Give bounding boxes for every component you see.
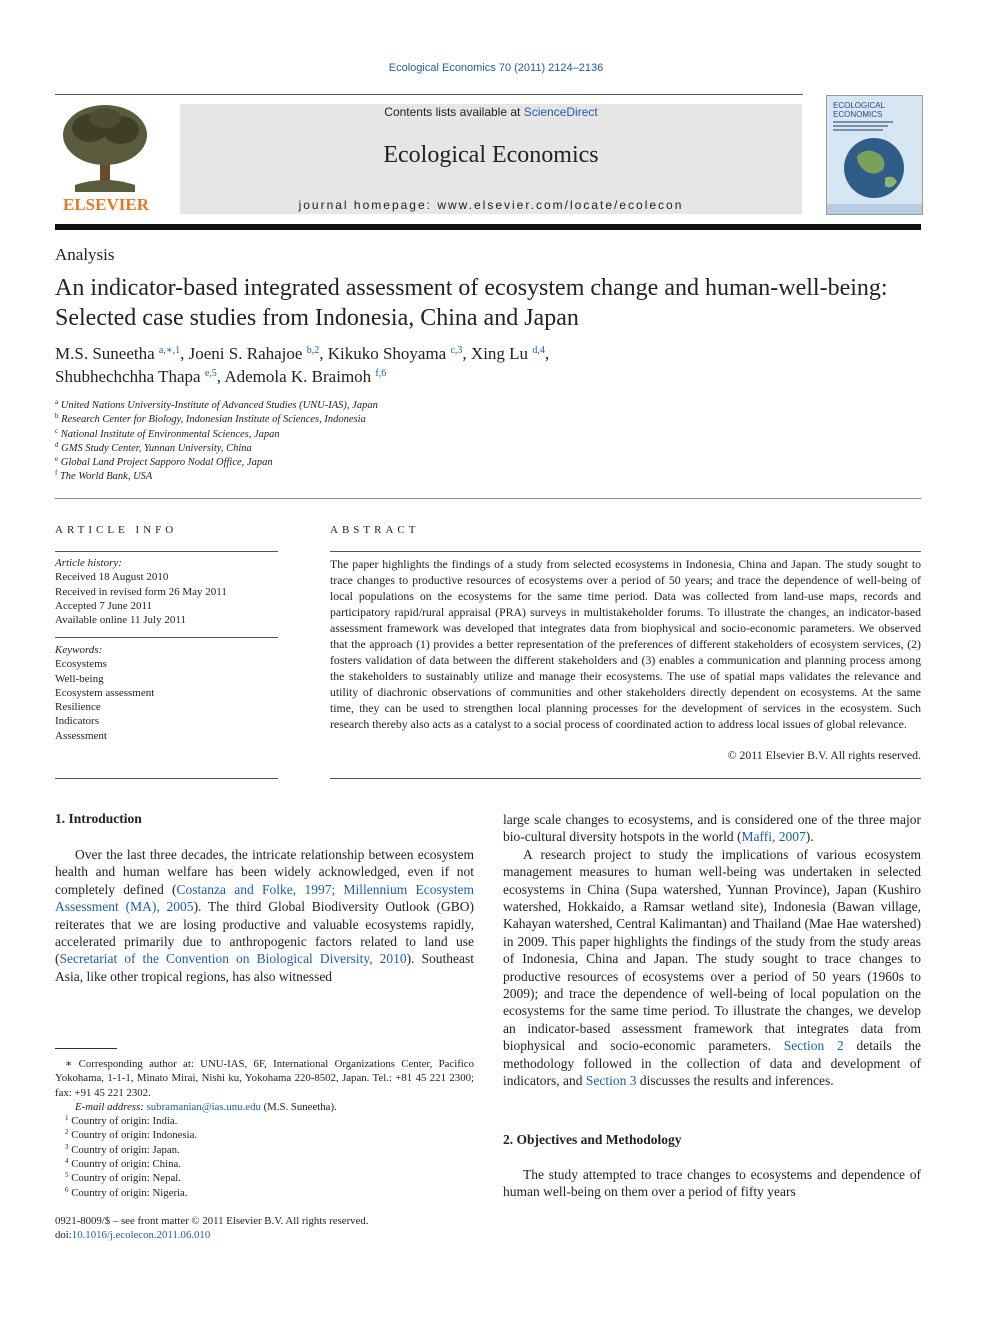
footnote xyxy=(55,1128,474,1142)
affiliation-list xyxy=(55,399,378,485)
footnote-text: Country of origin: China. xyxy=(71,1158,181,1171)
doi-link[interactable]: 10.1016/j.ecolecon.2011.06.010 xyxy=(71,1229,211,1242)
affiliation-key: f xyxy=(55,469,58,478)
affiliation-text: United Nations University-Institute of Advanced Studies (UNU-IAS), Japan xyxy=(60,400,378,411)
header-thick-rule xyxy=(55,224,921,230)
footnote-number: 4 xyxy=(65,1157,69,1166)
journal-name: Ecological Economics xyxy=(383,142,599,168)
keyword: Ecosystems xyxy=(55,658,107,671)
author-name: M.S. Suneetha xyxy=(55,344,155,363)
author-name: Kikuko Shoyama xyxy=(327,344,447,363)
footnote-number: 3 xyxy=(65,1142,69,1151)
footnote xyxy=(55,1114,474,1128)
intro-paragraph xyxy=(55,846,474,985)
email-label: E-mail address: xyxy=(75,1100,147,1113)
author[interactable] xyxy=(55,367,224,386)
affiliation-key: c xyxy=(55,426,59,435)
author-list xyxy=(55,342,915,388)
text-run: ). xyxy=(805,829,814,845)
author-affil-marker[interactable]: a,∗,1 xyxy=(158,345,181,356)
history-item: Available online 11 July 2011 xyxy=(55,614,186,627)
divider xyxy=(55,778,278,779)
intro-paragraph xyxy=(503,846,921,1090)
keyword: Well-being xyxy=(55,672,104,685)
author-separator: , xyxy=(319,344,328,363)
affiliation-key: d xyxy=(55,440,59,449)
introduction-heading: 1. Introduction xyxy=(55,811,142,826)
doi-line xyxy=(55,1228,368,1242)
article-history xyxy=(55,556,227,627)
divider xyxy=(55,498,921,499)
abstract-text: The paper highlights the findings of a study from selected ecosystems in Indonesia, China and Japan. The study sought to trace changes to productive resources of ecosystems over a period of 50 years; and trace the dependence of well-being of local populations on the ecosystems for the same time period. Data was collected from land-use maps, records and participatory rapid/rural appraisal (PRA) surveys in multistakeholder forums. To illustrate the changes, an indicator-based assessment framework was developed that integrates data from biophysical and socio-economic parameters. We observed that the approach (1) provides a better representation of the preferences of different stakeholders of ecosystem services, (2) fosters validation of data between the different stakeholders and (3) enables a communication and planning process among the stakeholders to sustainably utilize and manage their ecosystems. The use of spatial maps validates the relevance and utility of diachronic observations of communities and other stakeholders directly dependent on ecosystems. At the same time, they can be used to strengthen local planning processes for the development of services in the ecosystem. Such research thereby also acts as a catalyst to a social process of coordinated action to address local issues of global relevance. xyxy=(330,557,921,731)
affiliation xyxy=(55,470,378,484)
footnote xyxy=(55,1143,474,1157)
article-title: An indicator-based integrated assessment of ecosystem change and human-well-being: Selected case studies from Indonesia, China and Japan xyxy=(55,275,888,331)
journal-citation[interactable] xyxy=(0,62,992,74)
text-run: discusses the results and inferences. xyxy=(636,1073,834,1089)
corresponding-author-note: ∗ Corresponding author at: UNU-IAS, 6F, International Organizations Center, Pacifico Yokohama, 1-1-1, Minato Mirai, Nishi ku, Yokohama 220-8502, Japan. Tel.: +81 45 221 2300; fax: +91 45 221 2302. xyxy=(55,1058,474,1099)
objectives-column xyxy=(503,1166,921,1201)
objectives-paragraph: The study attempted to trace changes to ecosystems and dependence of human well-being on them over a period of fifty years xyxy=(503,1167,921,1200)
keyword: Ecosystem assessment xyxy=(55,686,155,699)
affiliation-key: e xyxy=(55,455,59,464)
history-label: Article history: xyxy=(55,557,122,569)
footnote-text: Country of origin: Indonesia. xyxy=(71,1129,198,1142)
text-run: ). The third Global Biodiversity Outlook (GBO) reiterates that we are losing productive and valuable ecosystems rapidly, accelerated primarily due to anthropogenic factors related to land use ( xyxy=(55,899,474,967)
author-name: Joeni S. Rahajoe xyxy=(188,344,303,363)
author-name: Ademola K. Braimoh xyxy=(224,367,372,386)
email-note xyxy=(55,1100,474,1114)
author-affil-marker[interactable]: d,4 xyxy=(532,345,545,356)
keywords-label: Keywords: xyxy=(55,644,103,656)
email-suffix: (M.S. Suneetha). xyxy=(260,1100,337,1113)
affiliation-key: a xyxy=(55,398,59,406)
footnote-text: Country of origin: Japan. xyxy=(71,1143,180,1156)
author-affil-marker[interactable]: b,2 xyxy=(306,345,320,356)
cover-title-line1: ECOLOGICAL xyxy=(833,101,886,110)
author[interactable] xyxy=(328,344,471,363)
history-item: Received in revised form 26 May 2011 xyxy=(55,585,227,598)
keyword: Assessment xyxy=(55,729,107,742)
cover-title-line2: ECONOMICS xyxy=(833,110,883,119)
affiliation xyxy=(55,428,378,442)
author[interactable] xyxy=(55,344,189,363)
journal-homepage[interactable]: journal homepage: www.elsevier.com/locate/ecolecon xyxy=(298,198,684,212)
footnote xyxy=(55,1186,474,1200)
divider xyxy=(55,551,278,552)
footnote-text: Corresponding author at: UNU-IAS, 6F, International Organizations Center, Pacifico Yokohama, 1-1-1, Minato Mirai, Nishi ku, Yokohama 220-8502, Japan. Tel.: +81 45 221 2300; fax: +91 45 221 2302. xyxy=(55,1058,474,1099)
affiliation xyxy=(55,399,378,413)
sciencedirect-link[interactable]: ScienceDirect xyxy=(523,105,598,119)
history-item: Received 18 August 2010 xyxy=(55,571,169,584)
introduction-column-continued xyxy=(503,811,921,1090)
journal-cover[interactable] xyxy=(826,95,923,215)
author-separator: , xyxy=(216,367,225,386)
abstract-heading: ABSTRACT xyxy=(330,524,420,536)
footnote-text: Country of origin: Nigeria. xyxy=(71,1186,188,1199)
keyword: Indicators xyxy=(55,715,99,728)
affiliation-text: National Institute of Environmental Sciences, Japan xyxy=(60,428,280,440)
author[interactable] xyxy=(224,367,386,386)
footnote-number: 1 xyxy=(65,1114,69,1123)
section-ref-link[interactable]: Section 2 xyxy=(783,1038,844,1054)
issn-line: 0921-8009/$ – see front matter © 2011 Elsevier B.V. All rights reserved. xyxy=(55,1215,369,1227)
affiliation xyxy=(55,456,378,470)
keyword: Resilience xyxy=(55,701,101,714)
citation-ref-link[interactable]: Maffi, 2007 xyxy=(741,829,806,845)
globe-cover-icon xyxy=(827,96,922,214)
affiliation-text: Research Center for Biology, Indonesian Institute of Sciences, Indonesia xyxy=(61,414,366,426)
text-run: large scale changes to ecosystems, and is considered one of the three major bio-cultural diversity hotspots in the world ( xyxy=(503,812,921,845)
introduction-column xyxy=(55,846,474,985)
footnote-rule xyxy=(55,1048,117,1049)
affiliation xyxy=(55,442,378,456)
author[interactable] xyxy=(189,344,328,363)
email-link[interactable]: subramanian@ias.unu.edu xyxy=(146,1100,261,1113)
author-separator: , xyxy=(462,344,471,363)
author-separator: , xyxy=(180,344,189,363)
divider xyxy=(330,551,921,552)
section-ref-link[interactable]: Section 3 xyxy=(585,1073,637,1089)
text-run: A research project to study the implications of various ecosystem management measures to human well-being was undertaken in selected ecosystems in China (Supa watershed, Yunnan Province), Japan (Kushiro watershed, Hokkaido, a Ramsar wetland site), Indonesia (Bawan village, Kahayan watershed, Central Kalimantan) and Thailand (Mae Hae watershed) in 2009. This paper highlights the findings of the study from the study areas of Indonesia, China and Japan. The study sought to trace changes to productive resources of ecosystems over a period of 50 years (1960s to 2009); and trace the dependence of well-being of local population on the ecosystems for the same time period. To illustrate the changes, we develop an indicator-based assessment framework that integrates data from biophysical and socio-economic parameters. xyxy=(503,846,921,1054)
contents-prefix: Contents lists available at xyxy=(384,105,524,119)
contents-line xyxy=(180,105,802,119)
text-run: Over the last three decades, the intricate relationship between ecosystem health and human welfare has been widely acknowledged, even if not completely defined ( xyxy=(55,847,474,897)
author-affil-marker[interactable]: f,6 xyxy=(375,368,387,379)
author-affil-marker[interactable]: e,5 xyxy=(204,368,217,379)
text-run: ). Southeast Asia, like other tropical regions, has also witnessed xyxy=(55,951,474,984)
objectives-heading: 2. Objectives and Methodology xyxy=(503,1132,682,1147)
footnotes xyxy=(55,1057,474,1200)
footnote-number: 6 xyxy=(65,1185,69,1194)
footnote-text: Country of origin: Nepal. xyxy=(71,1172,181,1185)
author-affil-marker[interactable]: c,3 xyxy=(450,345,463,356)
article-section-label: Analysis xyxy=(55,245,115,264)
affiliation xyxy=(55,413,378,427)
footnote-text: Country of origin: India. xyxy=(71,1115,178,1128)
footnote xyxy=(55,1157,474,1171)
citation-ref-link[interactable]: Costanza and Folke, 1997; Millennium Ecosystem Assessment (MA), 2005 xyxy=(55,881,474,915)
author[interactable] xyxy=(471,344,549,363)
divider xyxy=(330,778,921,779)
history-item: Accepted 7 June 2011 xyxy=(55,599,153,612)
citation-ref-link[interactable]: Secretariat of the Convention on Biological Diversity, 2010 xyxy=(59,951,407,967)
elsevier-logo[interactable] xyxy=(55,100,157,214)
header-rule xyxy=(55,94,803,95)
affiliation-text: GMS Study Center, Yunnan University, China xyxy=(61,442,252,454)
citation-link[interactable]: Ecological Economics 70 (2011) 2124–2136 xyxy=(388,62,604,74)
doi-label: doi: xyxy=(55,1229,72,1242)
affiliation-text: Global Land Project Sapporo Nodal Office, Japan xyxy=(60,457,273,469)
footnote-number: 5 xyxy=(65,1171,69,1180)
intro-paragraph-continued xyxy=(503,811,921,846)
author-name: Xing Lu xyxy=(470,344,529,363)
front-matter xyxy=(55,1214,368,1243)
author-name: Shubhechchha Thapa xyxy=(55,367,201,386)
footnote-number: 2 xyxy=(65,1128,69,1137)
divider xyxy=(55,637,278,638)
affiliation-key: b xyxy=(55,412,59,421)
elsevier-wordmark: ELSEVIER xyxy=(63,195,149,214)
keywords xyxy=(55,643,154,743)
affiliation-text: The World Bank, USA xyxy=(59,471,153,483)
elsevier-tree-icon xyxy=(55,100,157,214)
abstract-copyright: © 2011 Elsevier B.V. All rights reserved. xyxy=(727,748,921,762)
footnote xyxy=(55,1171,474,1185)
author-separator: , xyxy=(544,344,550,363)
article-info-heading: ARTICLE INFO xyxy=(55,524,178,536)
text-run: details the methodology followed in the collection of data and development of indicators, and xyxy=(503,1038,922,1089)
